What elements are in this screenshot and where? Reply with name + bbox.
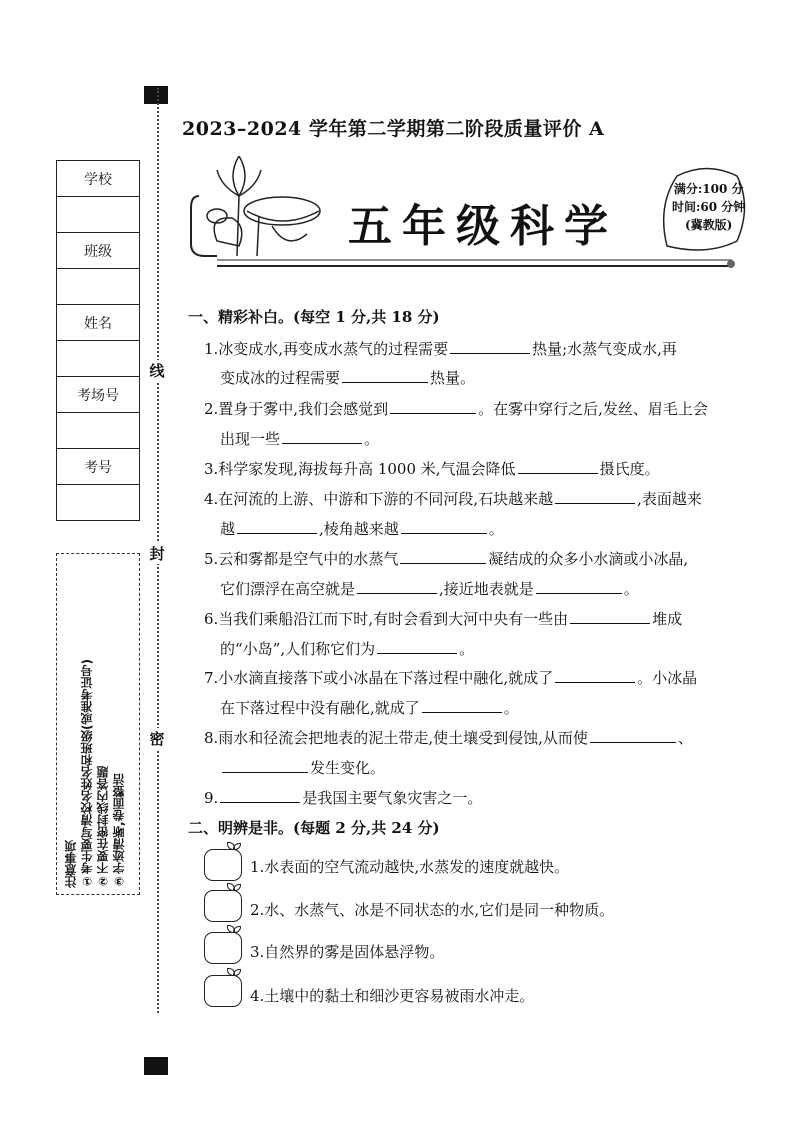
registration-mark-bottom [144, 1057, 168, 1075]
blank[interactable] [282, 429, 362, 444]
answer-box-1[interactable] [204, 849, 242, 881]
exam-title: 2023–2024 学年第二学期第二阶段质量评价 A [182, 118, 605, 140]
blank[interactable] [555, 489, 635, 504]
blank[interactable] [400, 549, 486, 564]
blank[interactable] [357, 579, 437, 594]
q2-line1: 2.置身于雾中,我们会感觉到 。在雾中穿行之后,发丝、眉毛上会 [204, 400, 708, 418]
q4-line2: 越 ,棱角越来越 。 [220, 520, 504, 538]
notes-box [56, 553, 140, 895]
q6-line2: 的“小岛”,人们称它们为 。 [220, 640, 475, 658]
seal-char-seal: 封 [147, 543, 167, 564]
section1-heading: 一、精彩补白。(每空 1 分,共 18 分) [188, 308, 440, 326]
info-label-name: 姓名 [57, 305, 139, 341]
subject-title: 五年级科学 [348, 201, 618, 252]
blank[interactable] [450, 339, 530, 354]
registration-mark-top [144, 86, 168, 104]
q9-line1: 9. 是我国主要气象灾害之一。 [204, 789, 483, 807]
q6-line1: 6.当我们乘船沿江而下时,有时会看到大河中央有一些由 堆成 [204, 610, 683, 628]
blank[interactable] [555, 668, 635, 683]
info-label-exam-number: 考号 [57, 449, 139, 485]
blank[interactable] [390, 399, 476, 414]
score-full: 满分:100 分 [673, 182, 744, 196]
tf-item-3: 3.自然界的雾是固体悬浮物。 [250, 943, 445, 961]
notes-title: 注意事项 [64, 840, 78, 888]
blank[interactable] [590, 728, 676, 743]
blank[interactable] [377, 639, 457, 654]
score-time: 时间:60 分钟 [672, 200, 746, 214]
blank[interactable] [342, 368, 428, 383]
info-field-exam-number[interactable] [57, 485, 139, 520]
answer-box-2[interactable] [204, 890, 242, 922]
blank[interactable] [220, 788, 300, 803]
answer-box-3[interactable] [204, 932, 242, 964]
info-field-school[interactable] [57, 197, 139, 233]
blank[interactable] [570, 609, 650, 624]
info-label-exam-room: 考场号 [57, 377, 139, 413]
notes-item-1: ①考生要写清校名姓名和班级(或准考证号) [80, 659, 94, 888]
tf-item-1: 1.水表面的空气流动越快,水蒸发的速度就越快。 [250, 858, 570, 876]
blank[interactable] [401, 519, 487, 534]
q5-line1: 5.云和雾都是空气中的水蒸气 凝结成的众多小水滴或小冰晶, [204, 550, 689, 568]
info-field-class[interactable] [57, 269, 139, 305]
score-edition: (冀教版) [684, 218, 733, 232]
q1-line1: 1.冰变成水,再变成水蒸气的过程需要 热量;水蒸气变成水,再 [204, 340, 677, 358]
notes-item-3: ③字迹清晰,卷面整洁 [112, 773, 126, 888]
q7-line2: 在下落过程中没有融化,就成了 。 [220, 699, 519, 717]
tf-item-2: 2.水、水蒸气、冰是不同状态的水,它们是同一种物质。 [250, 901, 615, 919]
answer-box-4[interactable] [204, 975, 242, 1007]
info-field-name[interactable] [57, 341, 139, 377]
info-label-school: 学校 [57, 161, 139, 197]
seal-char-secret: 密 [147, 728, 167, 749]
info-label-class: 班级 [57, 233, 139, 269]
blank[interactable] [222, 758, 308, 773]
q5-line2: 它们漂浮在高空就是 ,接近地表就是 。 [220, 580, 639, 598]
notes-item-2: ②不要在密封线内答题 [96, 766, 110, 888]
blank[interactable] [536, 579, 622, 594]
notes-content [63, 560, 133, 888]
q1-line2: 变成冰的过程需要 热量。 [220, 369, 476, 387]
seal-char-line: 线 [147, 360, 167, 381]
q7-line1: 7.小水滴直接落下或小冰晶在下落过程中融化,就成了 。小冰晶 [204, 669, 698, 687]
blank[interactable] [422, 698, 502, 713]
q4-line1: 4.在河流的上游、中游和下游的不同河段,石块越来越 ,表面越来 [204, 490, 702, 508]
q3-line1: 3.科学家发现,海拔每升高 1000 米,气温会降低 摄氏度。 [204, 460, 660, 478]
lotus-icon [207, 156, 320, 256]
score-info [672, 180, 745, 234]
q8-line2: 发生变化。 [220, 757, 385, 778]
tf-item-4: 4.土壤中的黏土和细沙更容易被雨水冲走。 [250, 987, 535, 1005]
blank[interactable] [237, 519, 317, 534]
blank[interactable] [518, 459, 598, 474]
q8-line1: 8.雨水和径流会把地表的泥土带走,使土壤受到侵蚀,从而使 、 [204, 729, 693, 747]
student-info-table [56, 160, 140, 521]
section2-heading: 二、明辨是非。(每题 2 分,共 24 分) [188, 819, 440, 837]
q2-line2: 出现一些 。 [220, 430, 380, 448]
info-field-exam-room[interactable] [57, 413, 139, 449]
